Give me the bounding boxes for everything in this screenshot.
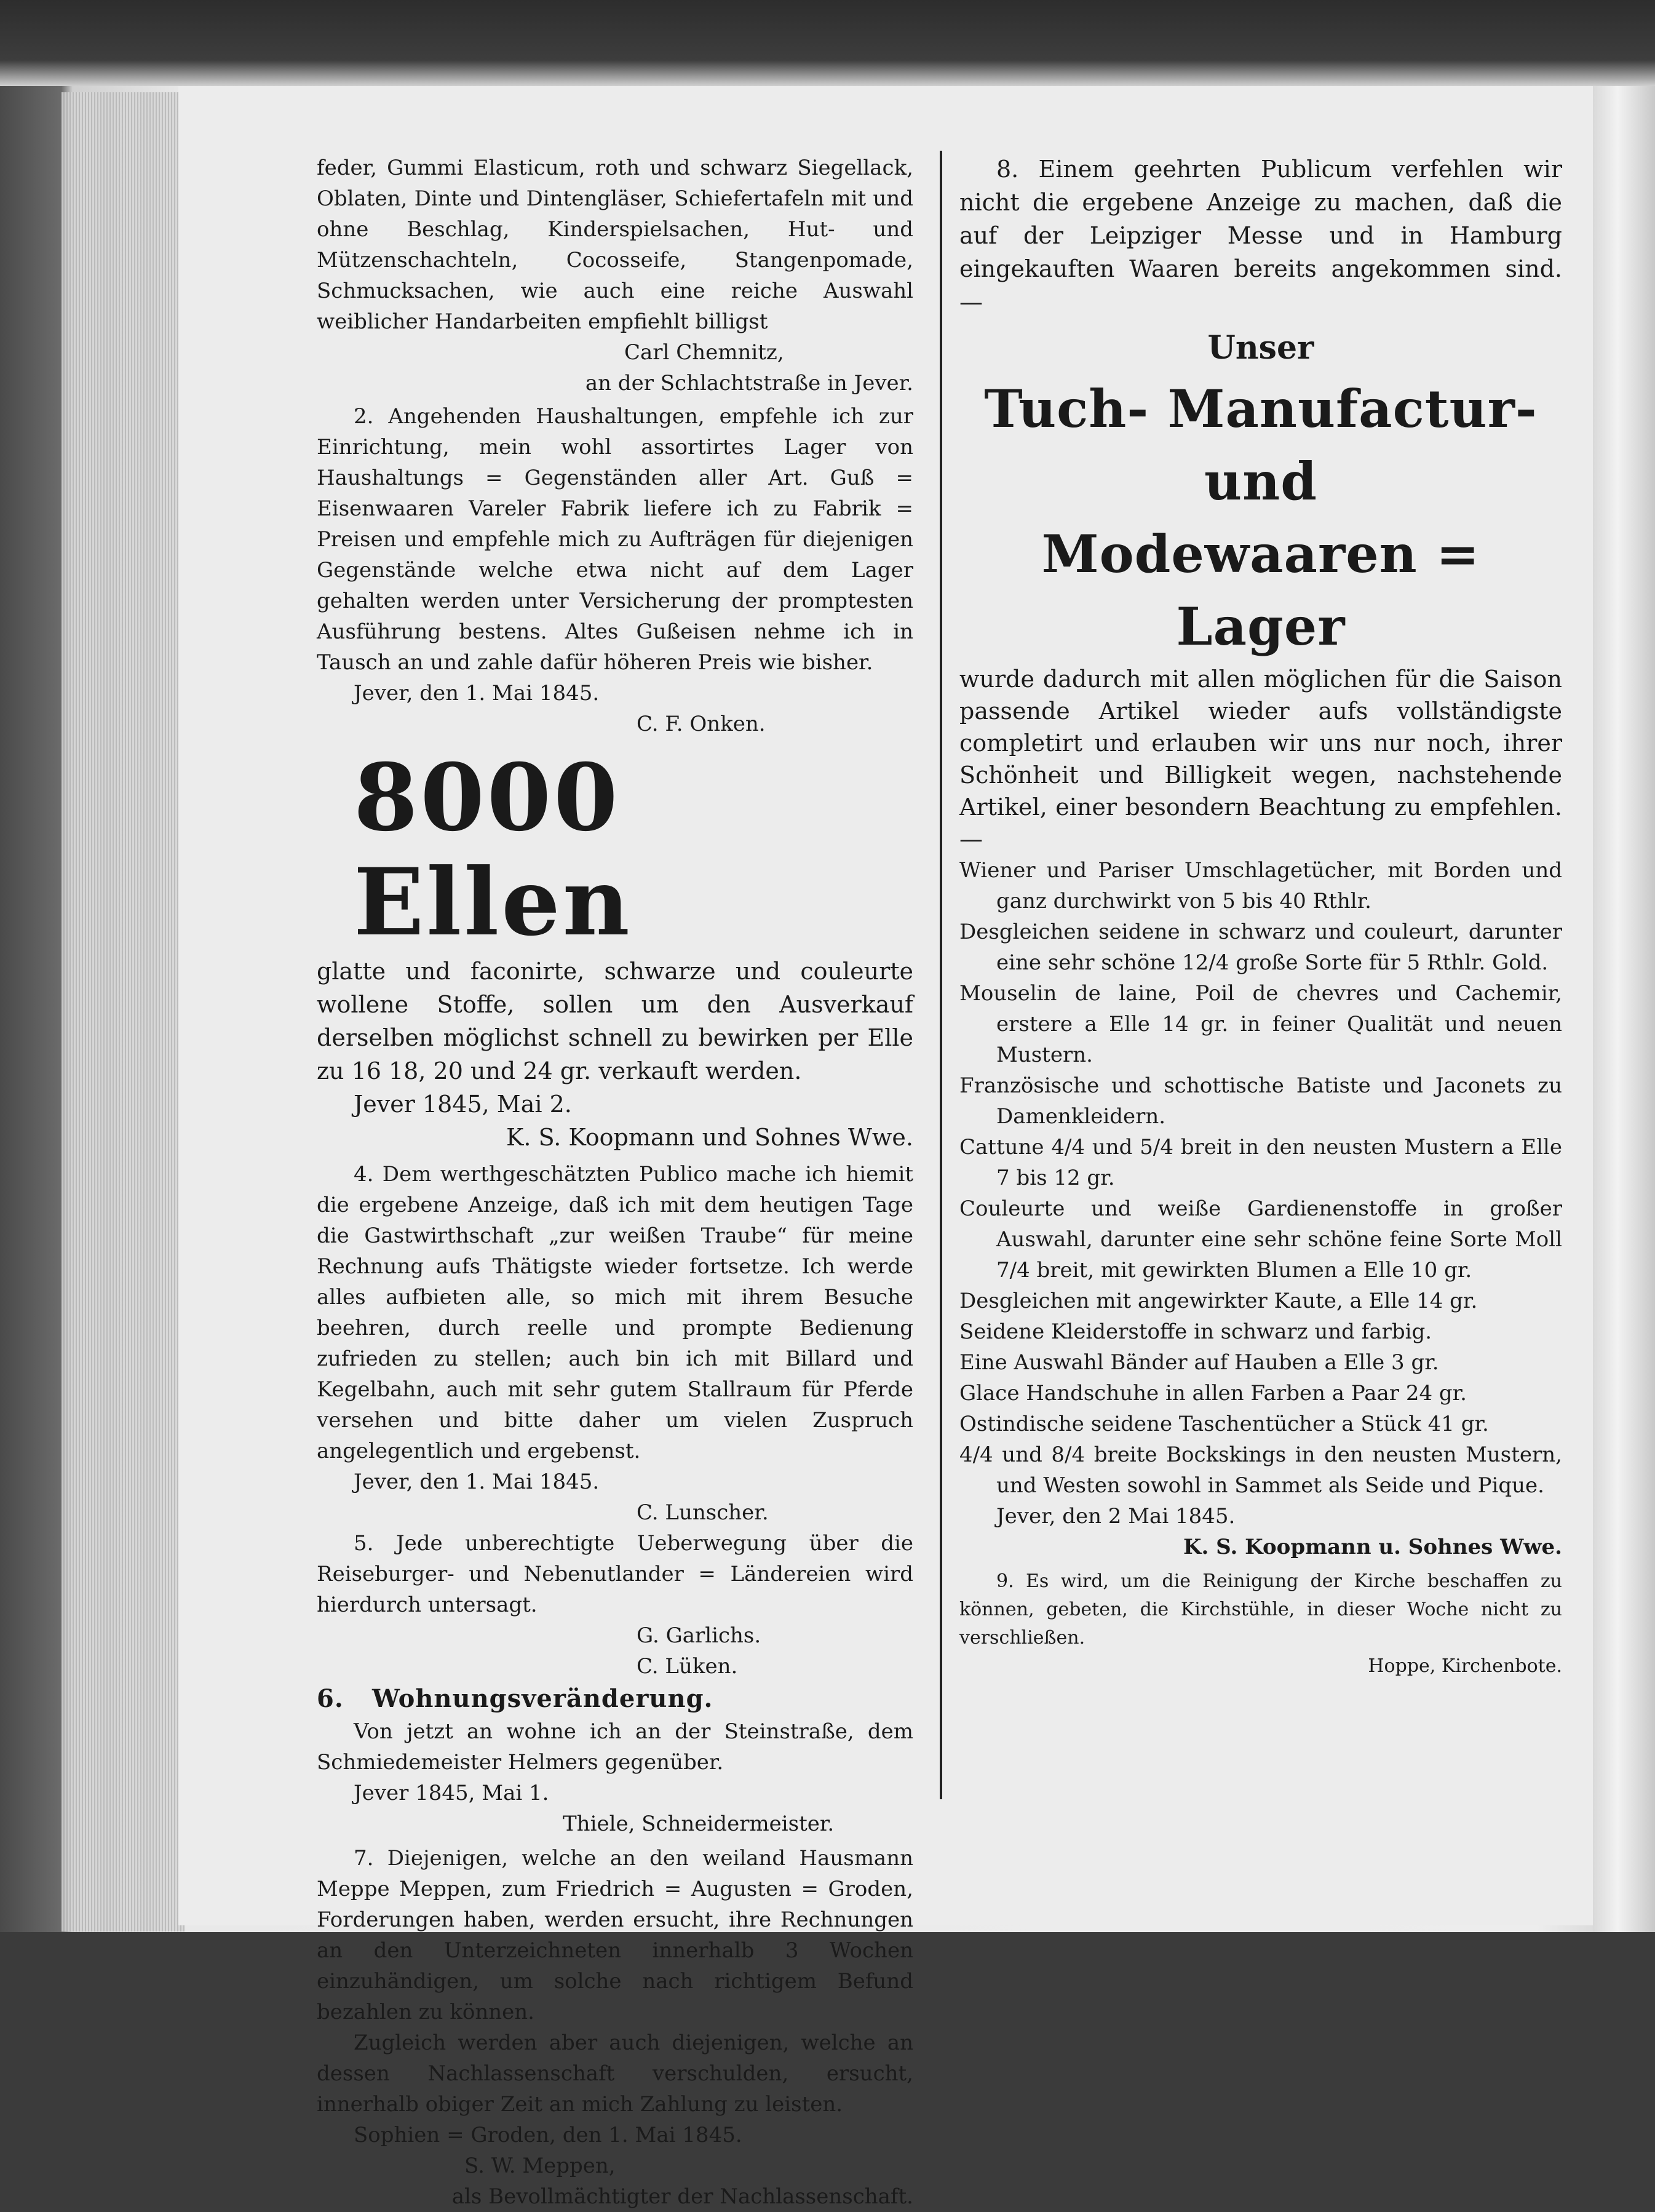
ad-2-date: Jever, den 1. Mai 1845. [354,681,600,706]
ad-8-item: 4/4 und 8/4 breite Bockskings in den neusten Mustern, und Westen sowohl in Sammet als Seide und Pique. [959,1442,1562,1498]
book-gutter [1593,86,1655,1932]
ad-8-item: Wiener und Pariser Umschlagetücher, mit Borden und ganz durchwirkt von 5 bis 40 Rthlr. [959,858,1562,913]
ad-5-signature-2: C. Lüken. [637,1654,738,1679]
ad-8-title-line-2: Modewaaren = Lager [1041,523,1480,657]
scan-top-shadow [0,0,1655,86]
ad-8-date: Jever, den 2 Mai 1845. [996,1504,1236,1529]
right-column [959,153,1562,1681]
ad-6-signature: Thiele, Schneidermeister. [563,1812,835,1836]
ellen-text: glatte und faconirte, schwarze und couleurte wollene Stoffe, sollen um den Ausverkauf derselben möglichst schnell zu bewirken per Elle zu 16 18, 20 und 24 gr. verkauft werden. [317,958,913,1084]
ad-carl-address: an der Schlachtstraße in Jever. [585,371,913,396]
ad-7-text-2: Zugleich werden aber auch diejenigen, welche an dessen Nachlassenschaft verschulden, ersucht, innerhalb obiger Zeit an mich Zahlung zu leisten. [317,2031,913,2117]
ad-8-text: 8. Einem geehrten Publicum verfehlen wir nicht die ergebene Anzeige zu machen, daß die auf der Leipziger Messe und in Hamburg eingekauften Waaren bereits angekommen sind. — [959,156,1562,316]
ad-6-date: Jever 1845, Mai 1. [354,1781,549,1805]
ad-7-text: 7. Diejenigen, welche an den weiland Hausmann Meppe Meppen, zum Friedrich = Augusten = Groden, Forderungen haben, werden ersucht, ihre Rechnungen an den Unterzeichneten innerhalb 3 Wochen einzuhändigen, um solche nach richtigem Befund bezahlen zu können. [317,1846,913,2024]
ad-4-signature: C. Lunscher. [637,1500,769,1525]
ellen-signature: K. S. Koopmann und Sohnes Wwe. [506,1124,913,1151]
ellen-headline: 8000 Ellen [354,744,632,957]
ad-9-text: 9. Es wird, um die Reinigung der Kirche beschaffen zu können, gebeten, die Kirchstühle, in dieser Woche nicht zu verschließen. [959,1570,1562,1649]
ad-8-item: Seidene Kleiderstoffe in schwarz und farbig. [959,1319,1432,1344]
ad-2-signature: C. F. Onken. [637,712,766,736]
ad-8-title-line-1: Tuch- Manufactur- und [984,378,1538,512]
book-page-edges [62,92,185,1932]
ad-8-signature: K. S. Koopmann u. Sohnes Wwe. [1183,1535,1562,1559]
ellen-date: Jever 1845, Mai 2. [354,1091,572,1118]
ad-8-item: Desgleichen seidene in schwarz und couleurt, darunter eine sehr schöne 12/4 große Sorte für 5 Rthlr. Gold. [959,920,1562,975]
column-divider [940,151,942,1799]
ad-6-title: Wohnungsveränderung. [372,1684,713,1713]
ad-8-item: Glace Handschuhe in allen Farben a Paar 24 gr. [959,1381,1467,1406]
ad-8-item: Eine Auswahl Bänder auf Hauben a Elle 3 gr. [959,1350,1439,1375]
ad-5-signature-1: G. Garlichs. [637,1623,761,1648]
ad-9-signature: Hoppe, Kirchenbote. [1368,1655,1562,1677]
ad-2-text: 2. Angehenden Haushaltungen, empfehle ich zur Einrichtung, mein wohl assortirtes Lager von Haushaltungs = Gegenständen aller Art. Guß = Eisenwaaren Vareler Fabrik liefere ich zu Fabrik = Preisen und empfehle mich zu Aufträgen für diejenigen Gegenstände welche etwa nicht auf dem Lager gehalten werden unter Versicherung der promptesten Ausführung bestens. Altes Gußeisen nehme ich in Tausch an und zahle dafür höheren Preis wie bisher. [317,404,913,675]
ad-8-item-list [959,855,1562,1501]
ad-carl-text: feder, Gummi Elasticum, roth und schwarz Siegellack, Oblaten, Dinte und Dintengläser, Schiefertafeln mit und ohne Beschlag, Kinderspielsachen, Hut- und Mützenschachteln, Cocosseife, Stangenpomade, Schmucksachen, wie auch eine reiche Auswahl weiblicher Handarbeiten empfiehlt billigst [317,156,913,334]
ad-6-heading [317,1682,913,1716]
ad-5-text: 5. Jede unberechtigte Ueberwegung über die Reiseburger- und Nebenutlander = Ländereien wird hierdurch untersagt. [317,1531,913,1617]
left-column [317,153,913,2212]
ad-carl-name: Carl Chemnitz, [624,340,784,365]
ad-8-intro: wurde dadurch mit allen möglichen für die Saison passende Artikel wieder aufs vollständigste completirt und erlauben wir uns nur noch, ihrer Schönheit und Billigkeit wegen, nachstehende Artikel, einer besondern Beachtung zu empfehlen. — [959,666,1562,853]
ad-8-item: Mouselin de laine, Poil de chevres und Cachemir, erstere a Elle 14 gr. in feiner Qualität und neuen Mustern. [959,981,1562,1067]
ad-7-role: als Bevollmächtigter der Nachlassenschaft. [451,2184,913,2209]
ad-8-unser: Unser [1207,329,1314,367]
ad-8-item: Ostindische seidene Taschentücher a Stück 41 gr. [959,1412,1489,1436]
ad-6-number: 6. [317,1684,344,1713]
ad-7-signature: S. W. Meppen, [464,2154,616,2178]
ad-4-text: 4. Dem werthgeschätzten Publico mache ich hiemit die ergebene Anzeige, daß ich mit dem heutigen Tage die Gastwirthschaft „zur weißen Traube“ für meine Rechnung aufs Thätigste wieder fortsetze. Ich werde alles aufbieten alle, so mich mit ihrem Besuche beehren, durch reelle und prompte Bedienung zufrieden zu stellen; auch bin ich mit Billard und Kegelbahn, auch mit sehr gutem Stallraum für Pferde versehen und bitte daher um vielen Zuspruch angelegentlich und ergebenst. [317,1162,913,1463]
ad-8-item: Cattune 4/4 und 5/4 breit in den neusten Mustern a Elle 7 bis 12 gr. [959,1135,1562,1190]
ad-8-item: Französische und schottische Batiste und Jaconets zu Damenkleidern. [959,1073,1562,1129]
ad-8-item: Desgleichen mit angewirkter Kaute, a Elle 14 gr. [959,1289,1478,1313]
ad-8-item: Couleurte und weiße Gardienenstoffe in großer Auswahl, darunter eine sehr schöne feine Sorte Moll 7/4 breit, mit gewirkten Blumen a Elle 10 gr. [959,1196,1562,1283]
ad-4-date: Jever, den 1. Mai 1845. [354,1470,600,1494]
ad-7-date: Sophien = Groden, den 1. Mai 1845. [354,2123,742,2147]
ad-6-text: Von jetzt an wohne ich an der Steinstraße, dem Schmiedemeister Helmers gegenüber. [317,1719,913,1775]
